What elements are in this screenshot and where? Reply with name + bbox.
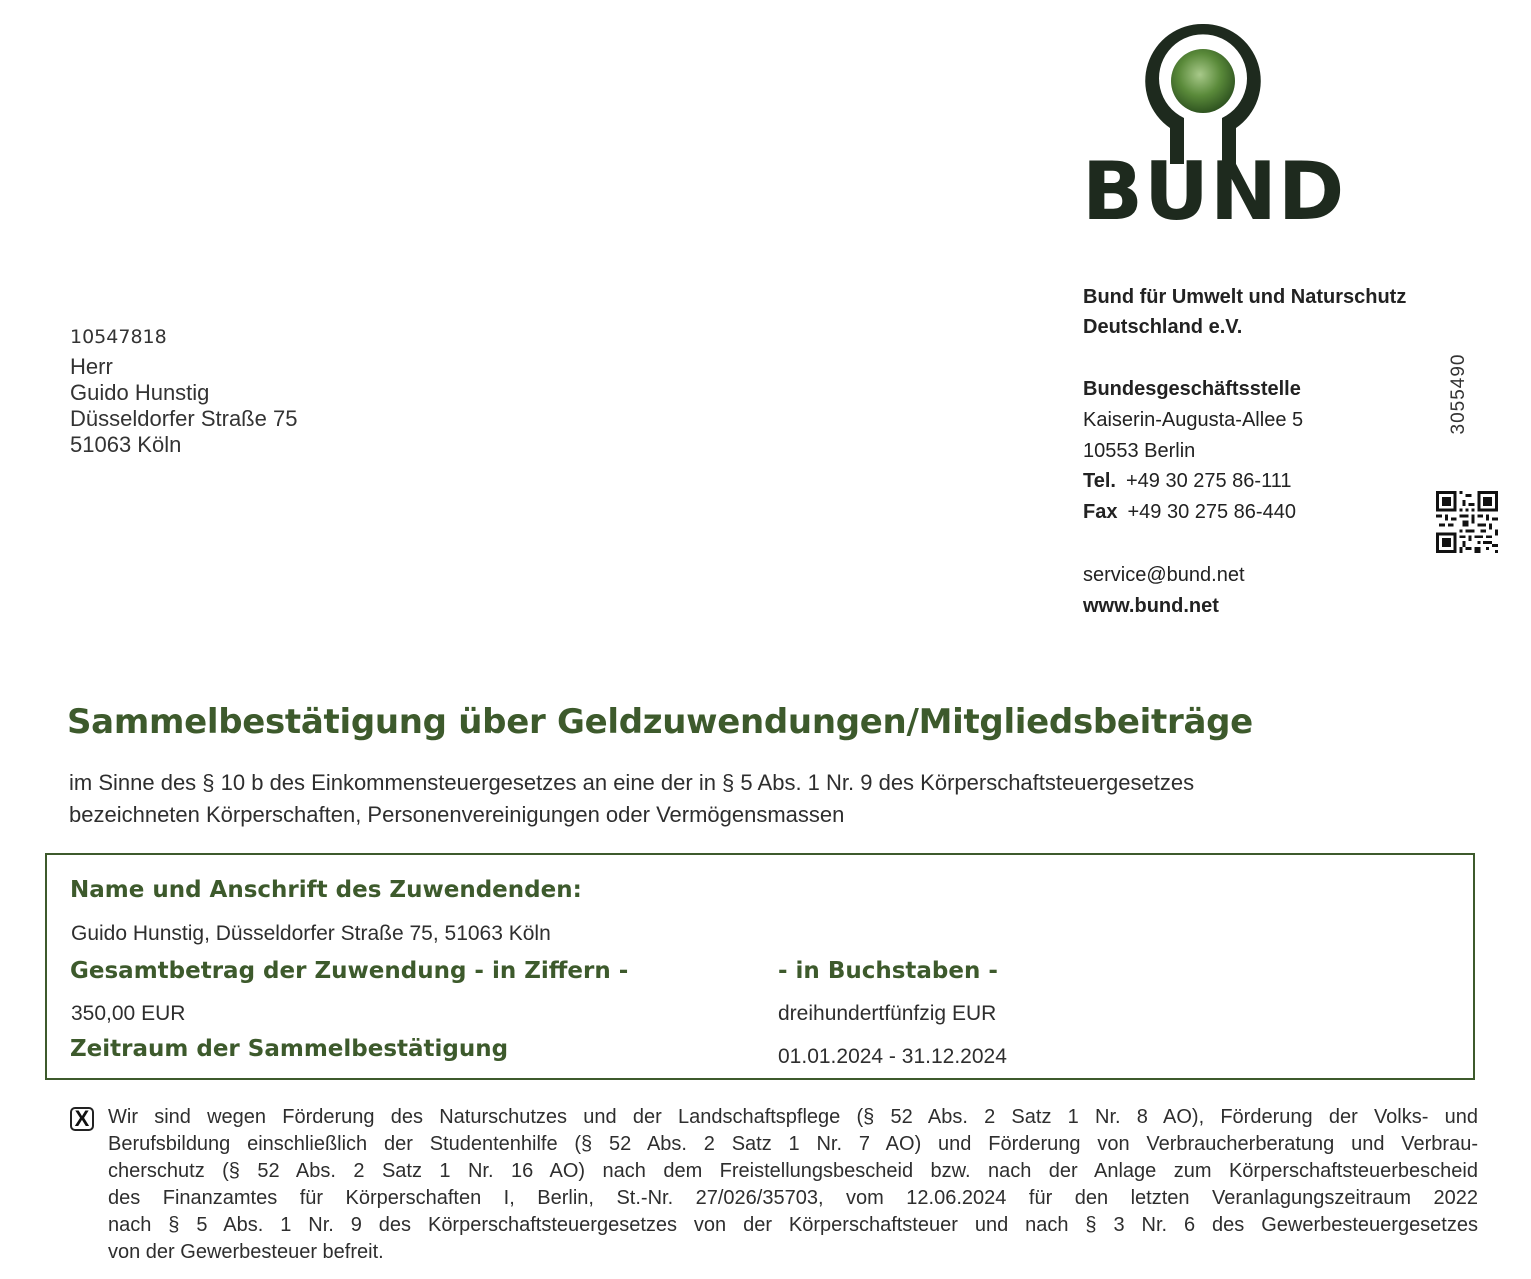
org-street: Kaiserin-Augusta-Allee 5 — [1083, 409, 1304, 431]
amount-digits-heading: Gesamtbetrag der Zuwendung - in Ziffern - — [70, 958, 629, 984]
bund-globe-icon — [1140, 18, 1266, 166]
recipient-id: 10547818 — [70, 326, 167, 348]
org-phone — [1083, 466, 1292, 496]
exemption-line: des Finanzamtes für Körperschaften I, Berlin, St.-Nr. 27/026/35703, vom 12.06.2024 für den letzten Veranlagungszeitraum 2022 — [108, 1187, 1478, 1209]
exemption-line: nach § 5 Abs. 1 Nr. 9 des Körperschaftsteuergesetzes von der Körperschaftsteuer und nach § 3 Nr. 6 des Gewerbesteuergesetzes — [108, 1214, 1478, 1236]
amount-words-value: dreihundertfünfzig EUR — [778, 1002, 997, 1025]
donor-value: Guido Hunstig, Düsseldorfer Straße 75, 51063 Köln — [71, 922, 551, 945]
fax-label: Fax — [1083, 501, 1118, 523]
period-value: 01.01.2024 - 31.12.2024 — [778, 1045, 1007, 1068]
recipient-city: 51063 Köln — [70, 432, 182, 457]
exemption-line: von der Gewerbesteuer befreit. — [108, 1241, 384, 1263]
subtitle-line-2: bezeichneten Körperschaften, Personenvereinigungen oder Vermögensmassen — [69, 802, 845, 827]
qr-code-icon — [1436, 491, 1498, 553]
document-title: Sammelbestätigung über Geldzuwendungen/Mitgliedsbeiträge — [67, 702, 1253, 742]
org-name-line-2: Deutschland e.V. — [1083, 316, 1243, 338]
org-office: Bundesgeschäftsstelle — [1083, 378, 1301, 400]
period-heading: Zeitraum der Sammelbestätigung — [70, 1036, 509, 1062]
exemption-text — [108, 1104, 1478, 1266]
amount-digits-value: 350,00 EUR — [71, 1002, 186, 1025]
org-fax — [1083, 497, 1296, 527]
bund-logo-text: BUND — [1082, 145, 1346, 238]
exemption-line: Wir sind wegen Förderung des Naturschutzes und der Landschaftspflege (§ 52 Abs. 2 Satz 1 Nr. 8 AO), Förderung der Volks- und — [108, 1106, 1478, 1128]
exemption-line: Berufsbildung einschließlich der Studentenhilfe (§ 52 Abs. 2 Satz 1 Nr. 7 AO) und Förderung von Verbraucherberatung und Verbrau- — [108, 1133, 1478, 1155]
recipient-salutation: Herr — [70, 354, 113, 379]
org-email[interactable]: service@bund.net — [1083, 564, 1245, 586]
phone-label: Tel. — [1083, 470, 1116, 492]
phone-number: +49 30 275 86-111 — [1125, 470, 1292, 492]
fax-number: +49 30 275 86-440 — [1127, 501, 1296, 523]
document-number: 3055490 — [1448, 353, 1469, 435]
exemption-line: cherschutz (§ 52 Abs. 2 Satz 1 Nr. 16 AO) nach dem Freistellungsbescheid bzw. nach der Anlage zum Körperschaftsteuerbescheid — [108, 1160, 1478, 1182]
subtitle-line-1: im Sinne des § 10 b des Einkommensteuergesetzes an eine der in § 5 Abs. 1 Nr. 9 des Körperschaftsteuergesetzes — [69, 770, 1195, 795]
donor-heading: Name und Anschrift des Zuwendenden: — [70, 877, 582, 903]
exemption-checkbox[interactable]: X — [70, 1107, 94, 1131]
recipient-name: Guido Hunstig — [70, 380, 210, 405]
org-website[interactable]: www.bund.net — [1083, 595, 1219, 617]
org-city: 10553 Berlin — [1083, 440, 1196, 462]
recipient-street: Düsseldorfer Straße 75 — [70, 406, 298, 431]
amount-words-heading: - in Buchstaben - — [778, 958, 998, 984]
org-name-line-1: Bund für Umwelt und Naturschutz — [1083, 286, 1407, 308]
